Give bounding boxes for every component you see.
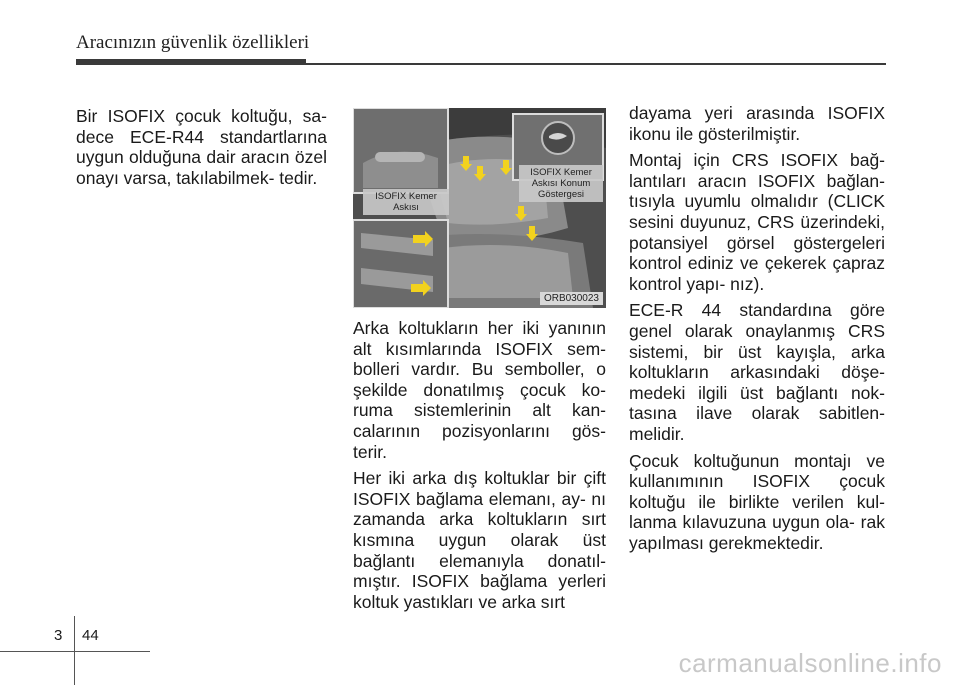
text-column-2	[353, 318, 606, 618]
chapter-number: 3	[54, 627, 63, 644]
figure-label-isofix-indicator: ISOFIX Kemer Askısı Konum Göstergesi	[519, 165, 603, 202]
paragraph: Arka koltukların her iki yanının alt kısımlarında ISOFIX sem- bolleri vardır. Bu semboller, o şekilde donatılmış çocuk ko- ruma sistemlerinin alt kan- calarının pozisyonlarını gös- terir.	[353, 318, 606, 462]
paragraph: Her iki arka dış koltuklar bir çift ISOFIX bağlama elemanı, ay- nı zamanda arka koltukların sırt kısmına uygun olarak üst bağlantı elemanıyla donatıl- mıştır. ISOFIX bağlama yerleri koltuk yastıkları ve arka sırt	[353, 468, 606, 612]
watermark: carmanualsonline.info	[678, 648, 942, 678]
paragraph: Bir ISOFIX çocuk koltuğu, sa- dece ECE-R44 standartlarına uygun olduğuna dair aracın özel onayı varsa, takılabilmek- tedir.	[76, 106, 327, 188]
footer-horizontal-rule	[0, 651, 150, 652]
page-number: 44	[82, 627, 99, 644]
paragraph: Montaj için CRS ISOFIX bağ- lantıları aracın ISOFIX bağlan- tısıyla uyumlu olmalıdır (CLICK sesini duyunuz, CRS üzerindeki, potansiyel görsel göstergeleri kontrol ediniz ve çekerek çapraz kontrol yapı- nız).	[629, 150, 885, 294]
paragraph: dayama yeri arasında ISOFIX ikonu ile gösterilmiştir.	[629, 103, 885, 144]
paragraph: ECE-R 44 standardına göre genel olarak onaylanmış CRS sistemi, bir üst kayışla, arka koltukların arkasındaki döşe- medeki ilgili üst bağlantı nok- tasına ilave olarak sabitlen- melidir.	[629, 300, 885, 444]
text-column-3	[629, 103, 885, 559]
text-column-1	[76, 106, 327, 194]
page-header-title: Aracınızın güvenlik özellikleri	[76, 32, 310, 53]
header-rule-thin	[76, 63, 886, 65]
isofix-figure	[353, 108, 606, 308]
figure-code: ORB030023	[540, 292, 603, 305]
paragraph: Çocuk koltuğunun montajı ve kullanımının ISOFIX çocuk koltuğu ile birlikte verilen kul- lanma kılavuzuna uygun ola- rak yapılması gerekmektedir.	[629, 450, 885, 553]
figure-label-isofix-anchor: ISOFIX Kemer Askısı	[363, 189, 449, 215]
